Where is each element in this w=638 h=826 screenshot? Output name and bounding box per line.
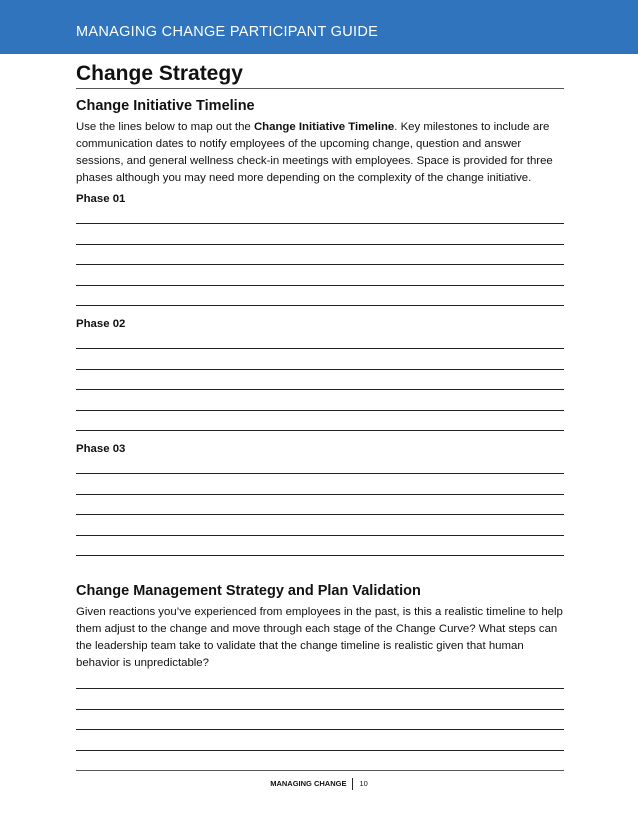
writing-line: [76, 536, 564, 557]
writing-line: [76, 751, 564, 772]
phase-label: Phase 02: [76, 318, 126, 330]
writing-lines: [76, 211, 564, 306]
banner-title: MANAGING CHANGE PARTICIPANT GUIDE: [76, 24, 379, 40]
section-heading-validation: Change Management Strategy and Plan Validation: [76, 583, 421, 599]
writing-line: [76, 515, 564, 536]
writing-line: [76, 211, 564, 224]
writing-line: [76, 710, 564, 731]
writing-line: [76, 370, 564, 391]
phase-block-2: [76, 316, 564, 431]
phase-label: Phase 01: [76, 193, 126, 205]
writing-line: [76, 245, 564, 266]
writing-line: [76, 390, 564, 411]
writing-line: [76, 495, 564, 516]
writing-line: [76, 349, 564, 370]
timeline-instructions: Use the lines below to map out the Change Initiative Timeline. Key milestones to include are communication dates to notify employees of the upcoming change, question and answer sessions, and general wellness check-in meetings with employees. Space is provided for three phases although you may need more depending on the complexity of the change initiative.: [76, 121, 553, 184]
writing-line: [76, 336, 564, 349]
writing-lines: [76, 336, 564, 431]
writing-line: [76, 411, 564, 432]
validation-section: [76, 582, 564, 771]
writing-line: [76, 265, 564, 286]
phase-label: Phase 03: [76, 443, 126, 455]
page-number: 10: [359, 778, 368, 788]
writing-line: [76, 224, 564, 245]
writing-lines: [76, 461, 564, 556]
header-banner: [0, 0, 638, 54]
writing-line: [76, 730, 564, 751]
page-content: [76, 62, 564, 771]
timeline-term: Change Initiative Timeline: [253, 121, 395, 133]
validation-prompt: Given reactions you’ve experienced from employees in the past, is this a realistic timeline to help them adjust to the change and move through each stage of the Change Curve? What steps can the leadership team take to validate that the change timeline is realistic given that human behavior is unpredictable?: [76, 606, 563, 669]
phase-block-1: [76, 191, 564, 306]
writing-line: [76, 474, 564, 495]
page-title: Change Strategy: [76, 62, 564, 89]
page-footer: [0, 778, 638, 790]
writing-line: [76, 286, 564, 307]
footer-label: MANAGING CHANGE: [270, 778, 347, 788]
writing-line: [76, 461, 564, 474]
writing-line: [76, 672, 564, 689]
footer-rule: [76, 770, 564, 771]
phase-block-3: [76, 441, 564, 556]
footer-separator: [352, 778, 353, 790]
writing-lines: [76, 672, 564, 771]
section-heading-timeline: Change Initiative Timeline: [76, 98, 255, 114]
writing-line: [76, 689, 564, 710]
